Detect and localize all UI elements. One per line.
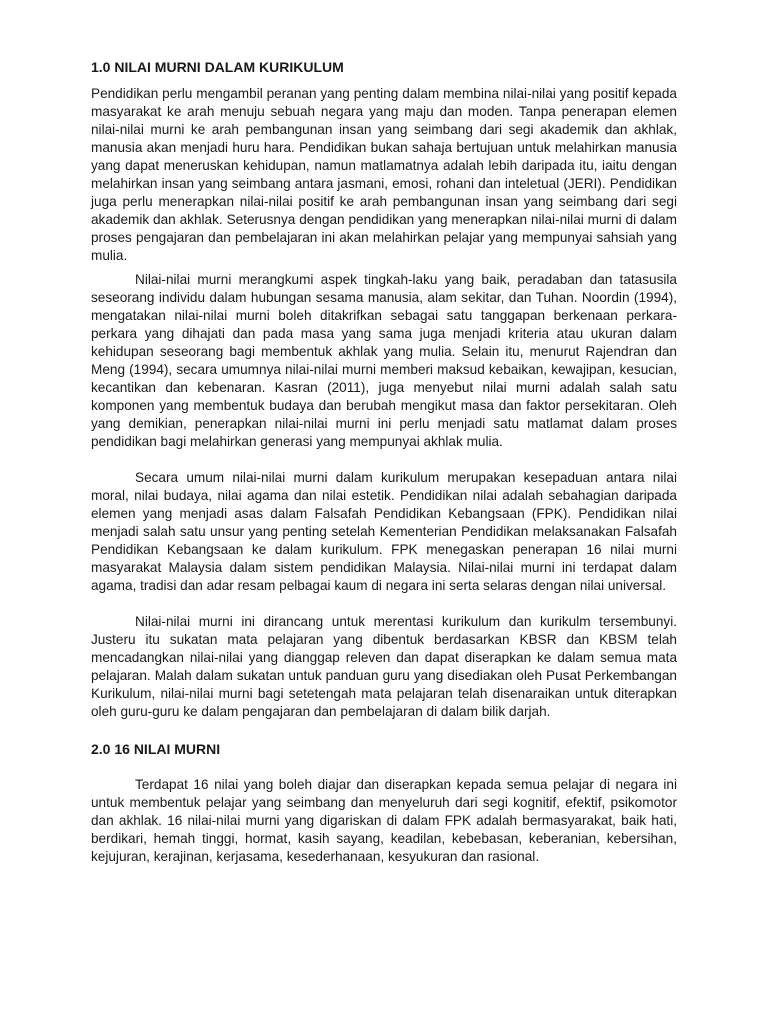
section-1-paragraph-1: Pendidikan perlu mengambil peranan yang penting dalam membina nilai-nilai yang positif kepada masyarakat ke arah menuju sebuah negara yang maju dan moden. Tanpa penerapan elemen nilai-nilai murni ke arah pembangunan insan yang seimbang dari segi akademik dan akhlak, manusia akan menjadi huru hara. Pendidikan bukan sahaja bertujuan untuk melahirkan manusia yang dapat meneruskan kehidupan, namun matlamatnya adalah lebih daripada itu, iaitu dengan melahirkan insan yang seimbang antara jasmani, emosi, rohani dan inteletual (JERI). Pendidikan juga perlu menerapkan nilai-nilai positif ke arah pembangunan insan yang seimbang dari segi akademik dan akhlak. Seterusnya dengan pendidikan yang menerapkan nilai-nilai murni di dalam proses pengajaran dan pembelajaran ini akan melahirkan pelajar yang mempunyai sahsiah yang mulia. xyxy=(91,86,677,263)
section-1-paragraph-3: Secara umum nilai-nilai murni dalam kurikulum merupakan kesepaduan antara nilai moral, nilai budaya, nilai agama dan nilai estetik. Pendidikan nilai adalah sebahagian daripada elemen yang menjadi asas dalam Falsafah Pendidikan Kebangsaan (FPK). Pendidikan nilai menjadi salah satu unsur yang penting setelah Kementerian Pendidikan melaksanakan Falsafah Pendidikan Kebangsaan ke dalam kurikulum. FPK menegaskan penerapan 16 nilai murni masyarakat Malaysia dalam sistem pendidikan Malaysia. Nilai-nilai murni ini terdapat dalam agama, tradisi dan adar resam pelbagai kaum di negara ini serta selaras dengan nilai universal. xyxy=(91,470,677,593)
section-1-paragraph-2: Nilai-nilai murni merangkumi aspek tingkah-laku yang baik, peradaban dan tatasusila seseorang individu dalam hubungan sesama manusia, alam sekitar, dan Tuhan. Noordin (1994), mengatakan nilai-nilai murni boleh ditakrifkan sebagai satu tanggapan berkenaan perkara-perkara yang dihajati dan pada masa yang sama juga menjadi kriteria atau ukuran dalam kehidupan seseorang bagi membentuk akhlak yang mulia. Selain itu, menurut Rajendran dan Meng (1994), secara umumnya nilai-nilai murni memberi maksud kebaikan, kewajipan, kesucian, kecantikan dan kebenaran. Kasran (2011), juga menyebut nilai murni adalah salah satu komponen yang membentuk budaya dan berubah mengikut masa dan faktor persekitaran. Oleh yang demikian, penerapkan nilai-nilai murni ini perlu menjadi satu matlamat dalam proses pendidikan bagi melahirkan generasi yang mempunyai akhlak mulia. xyxy=(91,272,677,449)
section-2-paragraph-1: Terdapat 16 nilai yang boleh diajar dan diserapkan kepada semua pelajar di negara ini untuk membentuk pelajar yang seimbang dan menyeluruh dari segi kognitif, efektif, psikomotor dan akhlak. 16 nilai-nilai murni yang digariskan di dalam FPK adalah bermasyarakat, baik hati, berdikari, hemah tinggi, hormat, kasih sayang, keadilan, kebebasan, keberanian, kebersihan, kejujuran, kerajinan, kerjasama, kesederhanaan, kesyukuran dan rasional. xyxy=(91,777,677,864)
section-1-paragraph-4: Nilai-nilai murni ini dirancang untuk merentasi kurikulum dan kurikulm tersembunyi. Justeru itu sukatan mata pelajaran yang dibentuk berdasarkan KBSR dan KBSM telah mencadangkan nilai-nilai yang dianggap releven dan dapat diserapkan ke dalam semua mata pelajaran. Malah dalam sukatan untuk panduan guru yang disediakan oleh Pusat Perkembangan Kurikulum, nilai-nilai murni bagi setetengah mata pelajaran telah disenaraikan untuk diterapkan oleh guru-guru ke dalam pengajaran dan pembelajaran di dalam bilik darjah. xyxy=(91,614,677,719)
section-1-heading: 1.0 NILAI MURNI DALAM KURIKULUM xyxy=(91,59,344,75)
section-2-heading: 2.0 16 NILAI MURNI xyxy=(91,741,221,757)
